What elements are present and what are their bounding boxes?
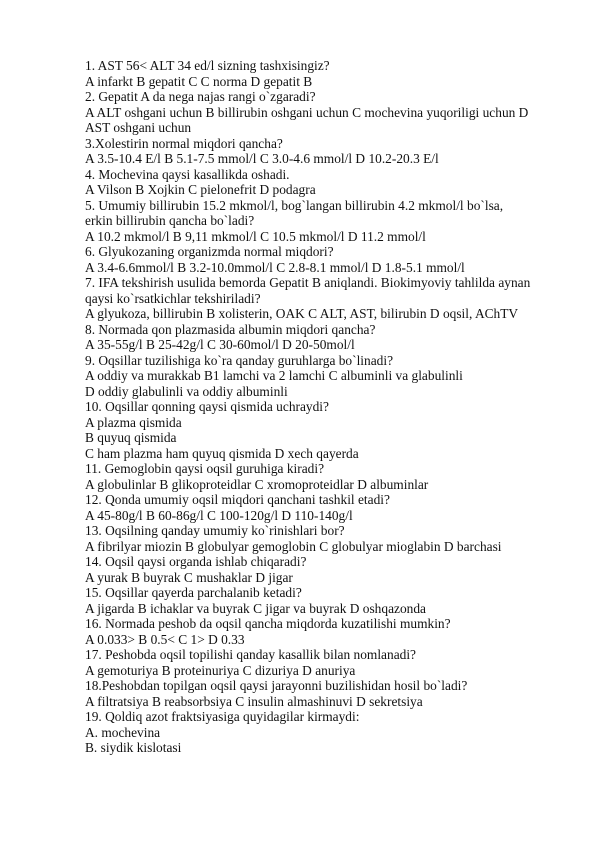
answer-options-10-cd: C ham plazma ham quyuq qismida D xech qayerda	[85, 445, 359, 461]
question-5-cont: erkin billirubin qancha bo`ladi?	[85, 213, 255, 228]
question-7: 7. IFA tekshirish usulida bemorda Gepatit B aniqlandi. Biokimyoviy tahlilda aynan	[85, 275, 531, 290]
answer-option-19-b: B. siydik kislotasi	[85, 740, 182, 755]
answer-options-7: A glyukoza, billirubin B xolisterin, OAK C ALT, AST, bilirubin D oqsil, AChTV	[85, 306, 519, 321]
question-10: 10. Oqsillar qonning qaysi qismida uchraydi?	[85, 399, 329, 414]
question-6: 6. Glyukozaning organizmda normal miqdori?	[85, 244, 334, 259]
answer-options-2: A ALT oshgani uchun B billirubin oshgani uchun C mochevina yuqoriligi uchun D	[85, 104, 529, 120]
question-13: 13. Oqsilning qanday umumiy ko`rinishlari bor?	[85, 523, 345, 538]
answer-options-4: A Vilson B Xojkin C pielonefrit D podagra	[85, 182, 316, 197]
answer-options-15: A jigarda B ichaklar va buyrak C jigar va buyrak D oshqazonda	[85, 600, 426, 616]
answer-options-14: A yurak B buyrak C mushaklar D jigar	[85, 569, 293, 585]
question-3: 3.Xolestirin normal miqdori qancha?	[85, 135, 283, 151]
question-1: 1. AST 56< ALT 34 ed/l sizning tashxisingiz?	[85, 58, 330, 73]
answer-options-13: A fibrilyar miozin B globulyar gemoglobin C globulyar mioglabin D barchasi	[85, 538, 502, 554]
question-15: 15. Oqsillar qayerda parchalanib ketadi?	[85, 585, 302, 600]
answer-options-3: A 3.5-10.4 E/l B 5.1-7.5 mmol/l C 3.0-4.6 mmol/l D 10.2-20.3 E/l	[85, 151, 439, 166]
answer-options-1: A infarkt B gepatit C C norma D gepatit B	[85, 73, 313, 89]
answer-options-9-cont: D oddiy glabulinli va oddiy albuminli	[85, 383, 288, 399]
answer-option-19-a: A. mochevina	[85, 724, 161, 740]
answer-options-10-a: A plazma qismida	[85, 414, 182, 430]
answer-options-17: A gemoturiya B proteinuriya C dizuriya D anuriya	[85, 662, 356, 678]
answer-options-5: A 10.2 mkmol/l B 9,11 mkmol/l C 10.5 mkmol/l D 11.2 mmol/l	[85, 228, 426, 244]
question-9: 9. Oqsillar tuzilishiga ko`ra qanday guruhlarga bo`linadi?	[85, 352, 394, 368]
answer-options-11: A globulinlar B glikoproteidlar C xromoproteidlar D albuminlar	[85, 476, 429, 492]
answer-options-6: A 3.4-6.6mmol/l B 3.2-10.0mmol/l C 2.8-8.1 mmol/l D 1.8-5.1 mmol/l	[85, 259, 465, 275]
answer-options-12: A 45-80g/l B 60-86g/l C 100-120g/l D 110-140g/l	[85, 507, 353, 523]
question-12: 12. Qonda umumiy oqsil miqdori qanchani tashkil etadi?	[85, 492, 390, 507]
document-body	[85, 58, 565, 756]
question-8: 8. Normada qon plazmasida albumin miqdori qancha?	[85, 321, 376, 337]
question-4: 4. Mochevina qaysi kasallikda oshadi.	[85, 166, 290, 182]
answer-options-18: A filtratsiya B reabsorbsiya C insulin almashinuvi D sekretsiya	[85, 693, 423, 709]
question-14: 14. Oqsil qaysi organda ishlab chiqaradi?	[85, 554, 307, 569]
question-7-cont: qaysi ko`rsatkichlar tekshiriladi?	[85, 290, 261, 306]
answer-options-2-cont: AST oshgani uchun	[85, 120, 192, 135]
question-16: 16. Normada peshob da oqsil qancha miqdorda kuzatilishi mumkin?	[85, 616, 451, 631]
answer-options-8: A 35-55g/l B 25-42g/l C 30-60mol/l D 20-50mol/l	[85, 337, 355, 352]
answer-options-9: A oddiy va murakkab B1 lamchi va 2 lamchi C albuminli va glabulinli	[85, 368, 463, 383]
answer-options-10-b: B quyuq qismida	[85, 430, 177, 445]
question-11: 11. Gemoglobin qaysi oqsil guruhiga kiradi?	[85, 461, 325, 476]
answer-options-16: A 0.033> B 0.5< C 1> D 0.33	[85, 631, 245, 647]
question-5: 5. Umumiy billirubin 15.2 mkmol/l, bog`langan billirubin 4.2 mkmol/l bo`lsa,	[85, 197, 504, 213]
question-2: 2. Gepatit A da nega najas rangi o`zgaradi?	[85, 89, 316, 104]
question-18: 18.Peshobdan topilgan oqsil qaysi jarayonni buzilishidan hosil bo`ladi?	[85, 678, 468, 693]
question-17: 17. Peshobda oqsil topilishi qanday kasallik bilan nomlanadi?	[85, 647, 416, 662]
question-19: 19. Qoldiq azot fraktsiyasiga quyidagilar kirmaydi:	[85, 709, 360, 724]
